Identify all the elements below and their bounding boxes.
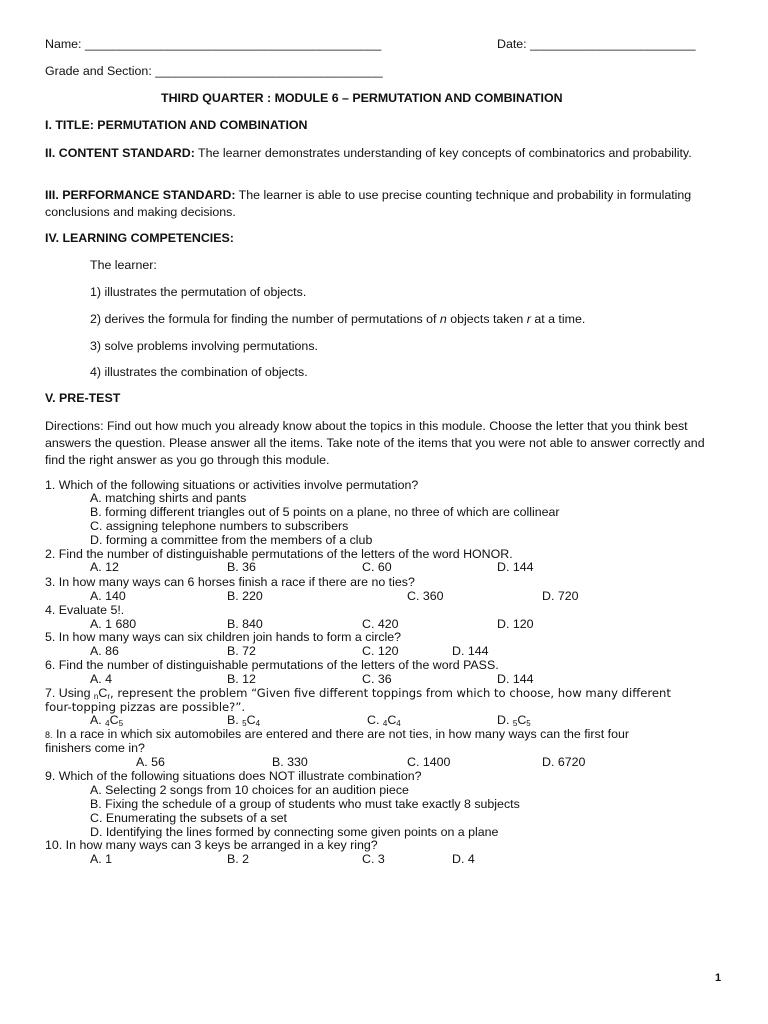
performance-standard — [45, 187, 715, 220]
option-letter: D. — [497, 713, 510, 727]
competency-1: 1) illustrates the permutation of objects. — [90, 285, 307, 299]
question-4-option-b: B. 840 — [227, 617, 263, 631]
question-1-option-b: B. forming different triangles out of 5 points on a plane, no three of which are collinear — [90, 505, 560, 519]
question-9-option-b: B. Fixing the schedule of a group of students who must take exactly 8 subjects — [90, 797, 520, 811]
option-c: C — [517, 713, 527, 727]
question-3-option-d: D. 720 — [542, 589, 579, 603]
question-6-option-c: C. 36 — [362, 672, 392, 686]
pretest-heading: V. PRE-TEST — [45, 391, 121, 405]
competency-2 — [90, 312, 585, 326]
question-7-sub-n: n — [93, 692, 99, 701]
option-sub-right: 5 — [118, 719, 124, 728]
name-label: Name: — [45, 37, 82, 51]
section-title: I. TITLE: PERMUTATION AND COMBINATION — [45, 118, 308, 132]
question-10: 10. In how many ways can 3 keys be arranged in a key ring? — [45, 838, 378, 852]
content-standard — [45, 145, 715, 162]
competency-2-part-c: at a time. — [534, 312, 586, 326]
option-c: C — [109, 713, 119, 727]
question-5: 5. In how many ways can six children join hands to form a circle? — [45, 630, 402, 644]
question-8-line-2: finishers come in? — [45, 741, 145, 755]
question-9-option-a: A. Selecting 2 songs from 10 choices for an audition piece — [90, 783, 409, 797]
option-sub-left: 4 — [105, 719, 110, 728]
question-9-option-c: C. Enumerating the subsets of a set — [90, 811, 287, 825]
option-sub-left: 5 — [512, 719, 518, 728]
performance-standard-text: The learner is able to use precise counting technique and probability in formulating conclusions and making decisions. — [45, 188, 692, 219]
question-3-option-b: B. 220 — [227, 589, 263, 603]
question-5-option-c: C. 120 — [362, 644, 399, 658]
option-sub-left: 5 — [242, 719, 247, 728]
question-10-option-c: C. 3 — [362, 852, 385, 866]
option-sub-right: 5 — [526, 719, 531, 728]
option-letter: B. — [227, 713, 239, 727]
question-3: 3. In how many ways can 6 horses finish a race if there are no ties? — [45, 575, 415, 589]
question-7-text: , represent the problem “Given five different toppings from which to choose, how many different — [110, 686, 671, 700]
question-9: 9. Which of the following situations does NOT illustrate combination? — [45, 769, 422, 783]
question-10-option-d: D. 4 — [452, 852, 475, 866]
option-c: C — [246, 713, 256, 727]
question-7-sub-r: r — [107, 692, 110, 701]
question-4-option-d: D. 120 — [497, 617, 534, 631]
competency-3: 3) solve problems involving permutations. — [90, 339, 318, 353]
name-field-row — [45, 37, 381, 51]
page-number: 1 — [715, 972, 722, 984]
question-1-option-a: A. matching shirts and pants — [90, 491, 247, 505]
question-4-option-c: C. 420 — [362, 617, 399, 631]
grade-label: Grade and Section: — [45, 64, 152, 78]
question-2-option-b: B. 36 — [227, 560, 256, 574]
question-3-option-c: C. 360 — [407, 589, 444, 603]
name-blank-line: ___________________________________________ — [84, 37, 382, 51]
question-8-option-c: C. 1400 — [407, 755, 451, 769]
learner-intro: The learner: — [90, 258, 157, 272]
question-7-line-2: four-topping pizzas are possible?”. — [45, 700, 246, 714]
question-5-option-b: B. 72 — [227, 644, 256, 658]
question-8-option-d: D. 6720 — [542, 755, 586, 769]
content-standard-text: The learner demonstrates understanding of key concepts of combinatorics and probability. — [198, 146, 692, 160]
question-10-option-b: B. 2 — [227, 852, 250, 866]
date-field-row — [497, 37, 695, 51]
question-8-option-b: B. 330 — [272, 755, 308, 769]
question-8-number: 8. — [45, 730, 53, 740]
question-6-option-d: D. 144 — [497, 672, 534, 686]
option-letter: C. — [367, 713, 380, 727]
competency-2-part-b: objects taken — [450, 312, 524, 326]
question-8-text: In a race in which six automobiles are entered and there are not ties, in how many ways can the first four — [55, 727, 629, 741]
question-1-option-c: C. assigning telephone numbers to subscribers — [90, 519, 349, 533]
performance-standard-label: III. PERFORMANCE STANDARD: — [45, 188, 236, 202]
question-2-option-d: D. 144 — [497, 560, 534, 574]
competency-2-part-a: 2) derives the formula for finding the number of permutations of — [90, 312, 437, 326]
date-label: Date: — [497, 37, 527, 51]
competency-2-r: r — [526, 312, 531, 326]
option-sub-left: 4 — [382, 719, 388, 728]
grade-blank-line: _________________________________ — [155, 64, 383, 78]
question-6-option-a: A. 4 — [90, 672, 113, 686]
pretest-directions: Directions: Find out how much you already know about the topics in this module. Choose the letter that you think best answers the question. Please answer all the items. Take note of the items that you were not able to answer correctly and find the right answer as you go through this module. — [45, 419, 705, 467]
grade-field-row — [45, 64, 383, 78]
competency-2-n: n — [439, 312, 447, 326]
question-4-option-a: A. 1 680 — [90, 617, 137, 631]
question-3-option-a: A. 140 — [90, 589, 126, 603]
question-1-option-d: D. forming a committee from the members of a club — [90, 533, 373, 547]
question-8 — [45, 727, 629, 742]
question-7-c: C — [98, 686, 108, 700]
question-2-option-a: A. 12 — [90, 560, 119, 574]
content-standard-label: II. CONTENT STANDARD: — [45, 146, 195, 160]
competency-4: 4) illustrates the combination of objects. — [90, 365, 308, 379]
option-sub-right: 4 — [396, 719, 401, 728]
question-2-option-c: C. 60 — [362, 560, 392, 574]
competencies-heading: IV. LEARNING COMPETENCIES: — [45, 231, 234, 245]
question-9-option-d: D. Identifying the lines formed by connecting some given points on a plane — [90, 825, 499, 839]
option-letter: A. — [90, 713, 102, 727]
question-5-option-d: D. 144 — [452, 644, 489, 658]
question-6-option-b: B. 12 — [227, 672, 256, 686]
question-4: 4. Evaluate 5!. — [45, 603, 125, 617]
question-7-prefix: 7. Using — [45, 686, 91, 700]
option-c: C — [387, 713, 397, 727]
question-8-option-a: A. 56 — [136, 755, 165, 769]
question-10-option-a: A. 1 — [90, 852, 113, 866]
question-5-option-a: A. 86 — [90, 644, 119, 658]
question-2: 2. Find the number of distinguishable permutations of the letters of the word HONOR. — [45, 547, 513, 561]
option-sub-right: 4 — [255, 719, 261, 728]
module-title: THIRD QUARTER : MODULE 6 – PERMUTATION AND COMBINATION — [161, 91, 563, 105]
question-1: 1. Which of the following situations or activities involve permutation? — [45, 478, 419, 492]
date-blank-line: ________________________ — [530, 37, 696, 51]
question-6: 6. Find the number of distinguishable permutations of the letters of the word PASS. — [45, 658, 499, 672]
